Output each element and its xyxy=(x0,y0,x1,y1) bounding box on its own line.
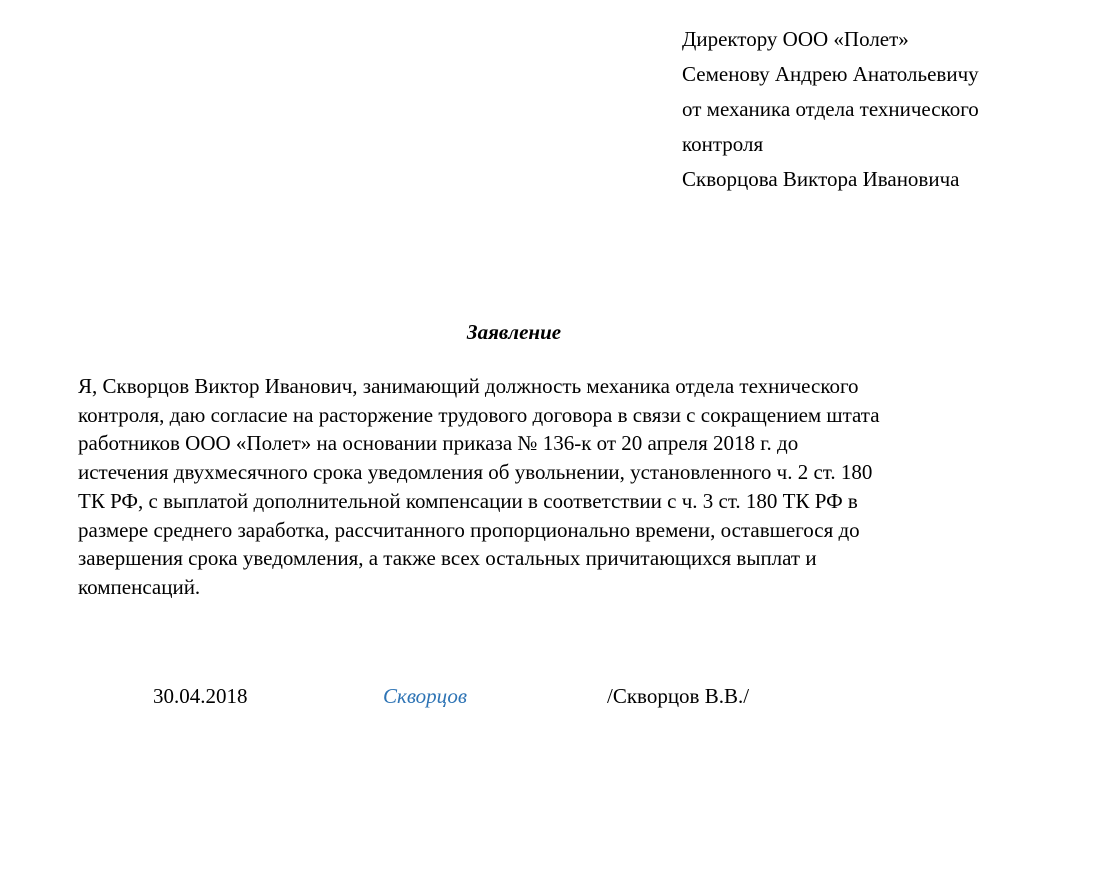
addressee-line: Семенову Андрею Анатольевичу xyxy=(682,62,979,86)
addressee-line: Скворцова Виктора Ивановича xyxy=(682,167,960,191)
body-line: компенсаций. xyxy=(78,574,201,599)
statement-body xyxy=(78,372,1078,602)
body-line: Я, Скворцов Виктор Иванович, занимающий должность механика отдела технического xyxy=(78,374,859,398)
body-line: работников ООО «Полет» на основании приказа № 136-к от 20 апреля 2018 г. до xyxy=(78,431,799,456)
body-line: размере среднего заработка, рассчитанного пропорционально времени, оставшегося до xyxy=(78,517,860,542)
signature-name: /Скворцов В.В./ xyxy=(607,684,750,708)
body-line: контроля, даю согласие на расторжение трудового договора в связи с сокращением штата xyxy=(78,402,880,427)
handwritten-signature: Скворцов xyxy=(383,684,468,708)
signature-date: 30.04.2018 xyxy=(153,684,248,708)
signature-row xyxy=(0,684,1108,714)
addressee-line: контроля xyxy=(682,132,764,156)
addressee-block xyxy=(682,22,1092,197)
body-line: ТК РФ, с выплатой дополнительной компенсации в соответствии с ч. 3 ст. 180 ТК РФ в xyxy=(78,488,858,513)
body-line: истечения двухмесячного срока уведомления об увольнении, установленного ч. 2 ст. 180 xyxy=(78,460,873,485)
body-line: завершения срока уведомления, а также всех остальных причитающихся выплат и xyxy=(78,546,817,571)
document-title: Заявление xyxy=(466,320,562,344)
addressee-line: от механика отдела технического xyxy=(682,97,979,121)
addressee-line: Директору ООО «Полет» xyxy=(682,27,909,51)
